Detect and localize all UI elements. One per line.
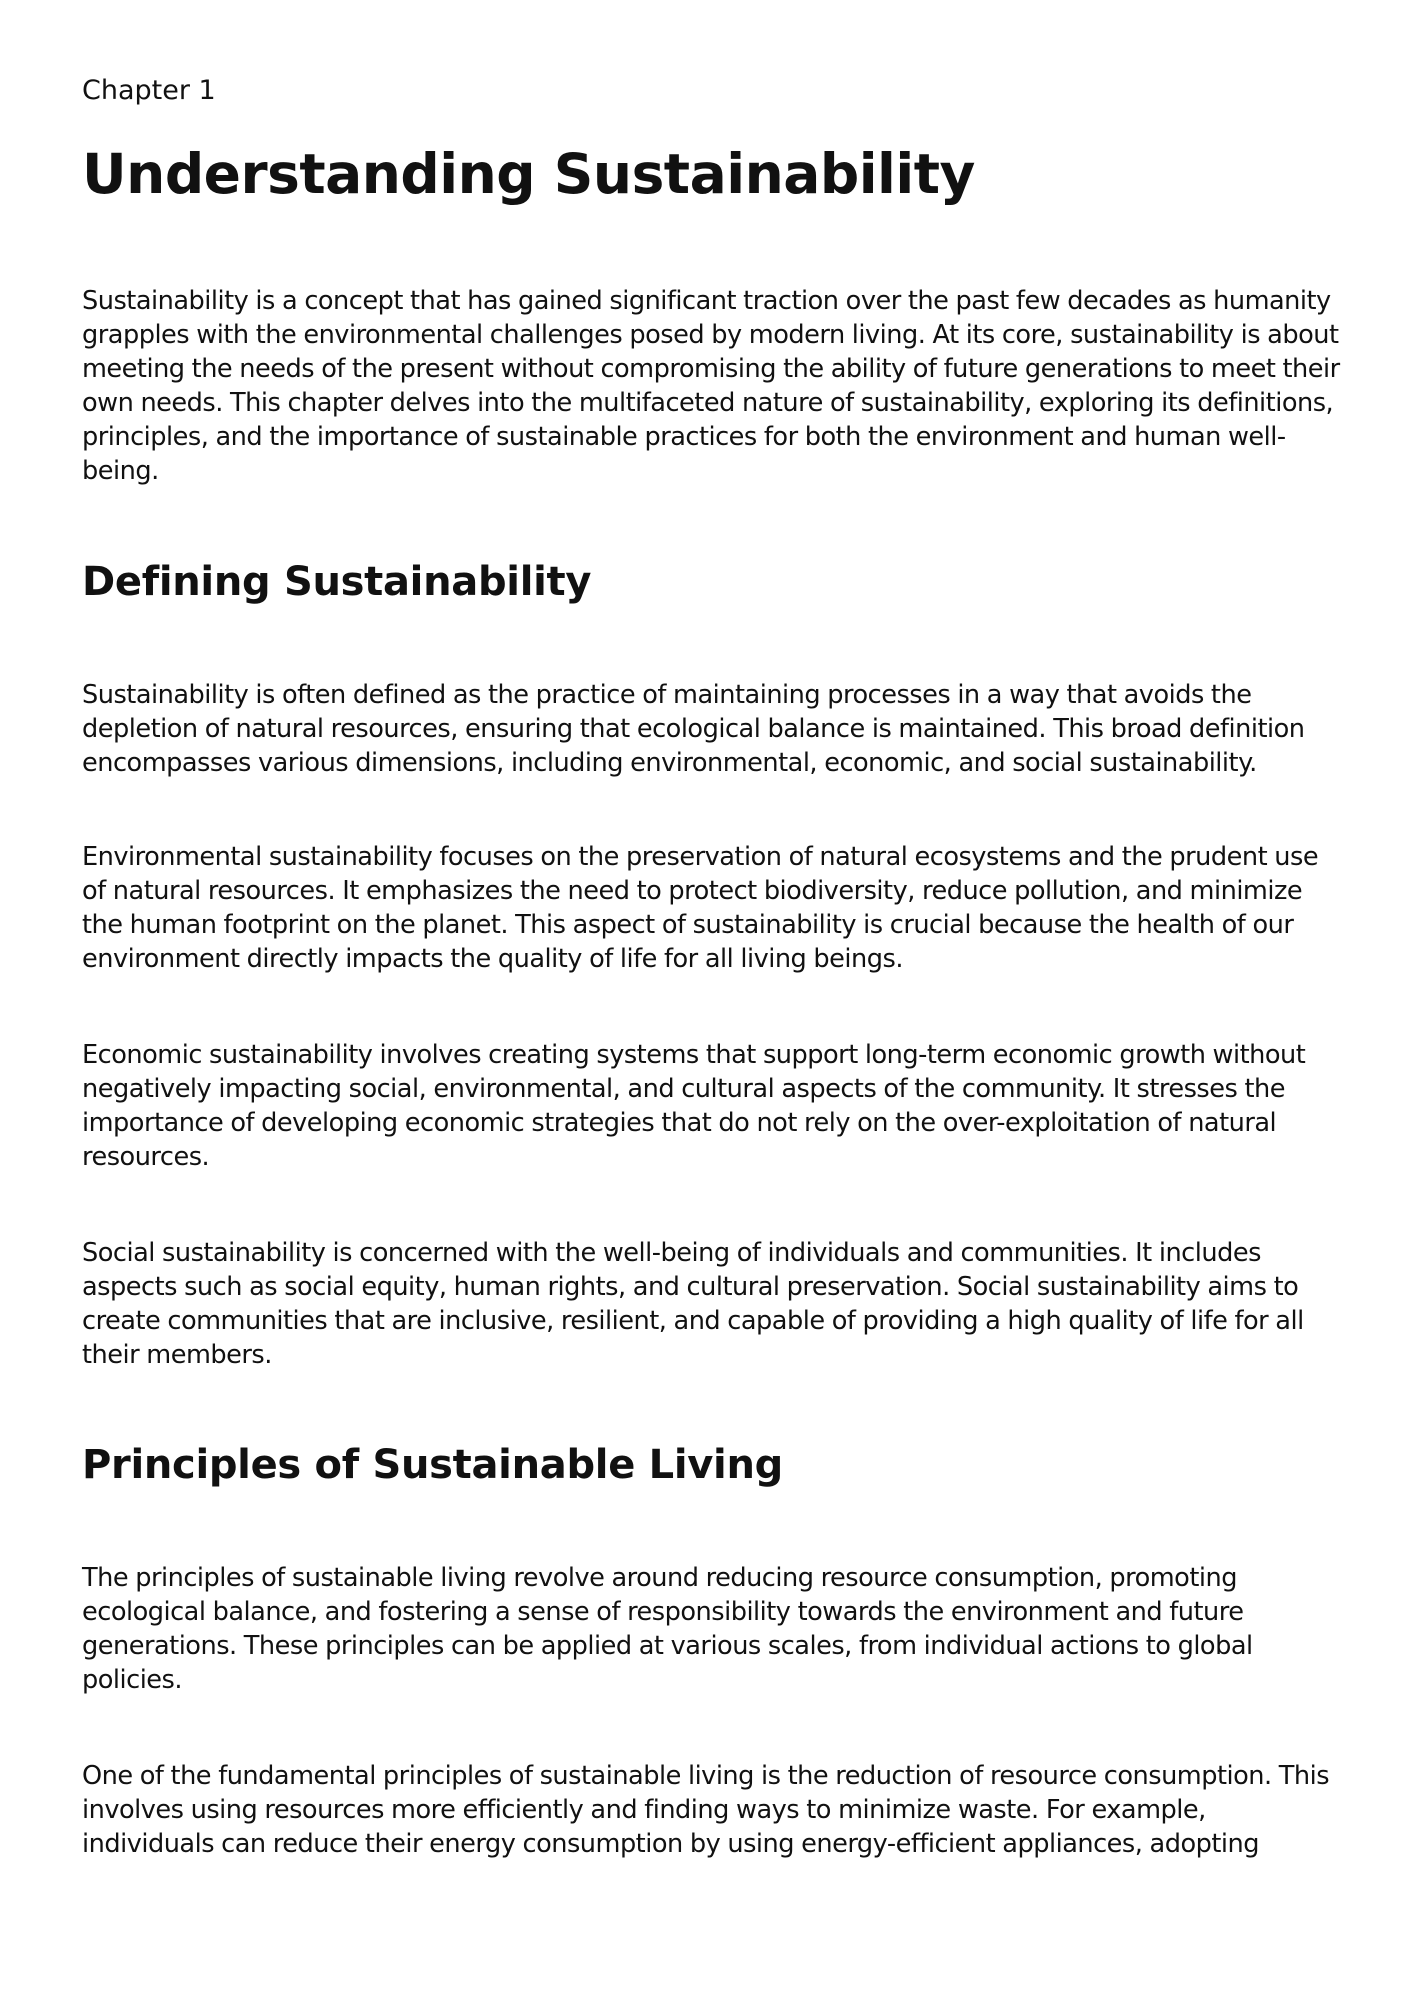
paragraph: Economic sustainability involves creating systems that support long-term economic growth without negatively impacting social, environmental, and cultural aspects of the community. It stresses the importance of developing economic strategies that do not rely on the over-exploitation of natural resources. [82, 1040, 1306, 1172]
section-heading-defining: Defining Sustainability [82, 559, 592, 605]
paragraph: Environmental sustainability focuses on the preservation of natural ecosystems and the prudent use of natural resources. It emphasizes the need to protect biodiversity, reduce pollution, and minimize the human footprint on the planet. This aspect of sustainability is crucial because the health of our environment directly impacts the quality of life for all living beings. [82, 842, 1319, 974]
paragraph: The principles of sustainable living revolve around reducing resource consumption, promoting ecological balance, and fostering a sense of responsibility towards the environment and future generations. These principles can be applied at various scales, from individual actions to global policies. [82, 1563, 1253, 1695]
intro-paragraph: Sustainability is a concept that has gained significant traction over the past few decades as humanity grapples with the environmental challenges posed by modern living. At its core, sustainability is about meeting the needs of the present without compromising the ability of future generations to meet their own needs. This chapter delves into the multifaceted nature of sustainability, exploring its definitions, principles, and the importance of sustainable practices for both the environment and human well-being. [82, 286, 1340, 486]
paragraph: Social sustainability is concerned with the well-being of individuals and communities. It includes aspects such as social equity, human rights, and cultural preservation. Social sustainability aims to create communities that are inclusive, resilient, and capable of providing a high quality of life for all their members. [82, 1238, 1304, 1370]
page-title: Understanding Sustainability [82, 142, 975, 206]
section-heading-principles: Principles of Sustainable Living [82, 1442, 783, 1488]
paragraph: One of the fundamental principles of sustainable living is the reduction of resource consumption. This involves using resources more efficiently and finding ways to minimize waste. For example, individuals can reduce their energy consumption by using energy-efficient appliances, adopting [82, 1761, 1330, 1859]
chapter-label: Chapter 1 [82, 75, 216, 106]
paragraph: Sustainability is often defined as the practice of maintaining processes in a way that avoids the depletion of natural resources, ensuring that ecological balance is maintained. This broad definition encompasses various dimensions, including environmental, economic, and social sustainability. [82, 680, 1305, 778]
